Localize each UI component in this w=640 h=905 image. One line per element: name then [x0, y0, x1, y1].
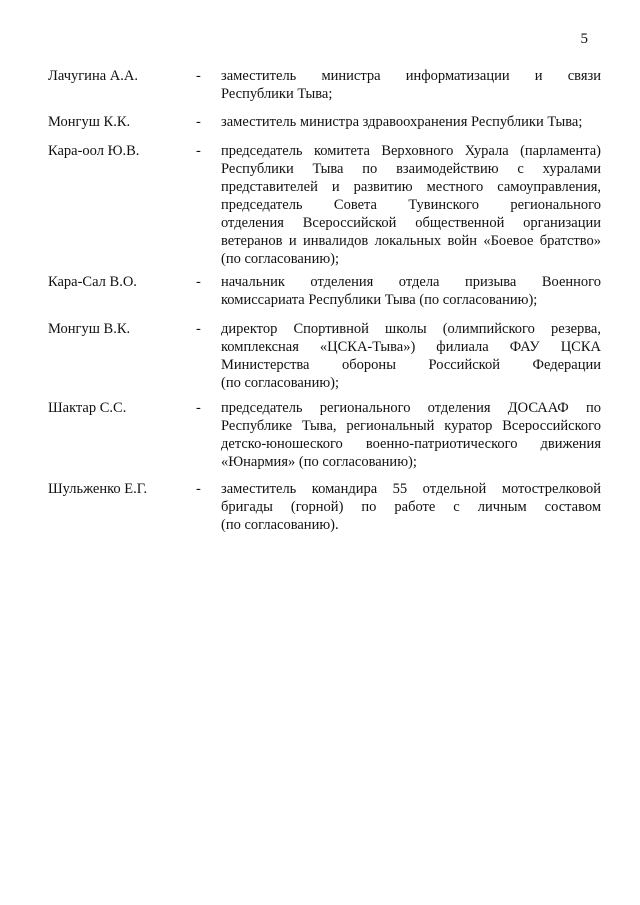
member-position — [221, 273, 601, 309]
position-line: заместитель министра здравоохранения Республики Тыва; — [221, 114, 583, 130]
position-line: Республики Тыва по взаимодействию с хуралами — [221, 161, 601, 177]
dash-separator: - — [196, 143, 201, 159]
member-position — [221, 67, 601, 103]
dash-separator: - — [196, 321, 201, 337]
position-line: заместитель министра информатизации и связи — [221, 68, 601, 84]
member-position — [221, 480, 601, 534]
dash-separator: - — [196, 68, 201, 84]
member-name: Кара-Сал В.О. — [48, 274, 137, 290]
dash-separator: - — [196, 274, 201, 290]
position-line: (по согласованию). — [221, 517, 339, 533]
position-line: директор Спортивной школы (олимпийского резерва, — [221, 321, 601, 337]
position-line: комплексная «ЦСКА-Тыва») филиала ФАУ ЦСКА — [221, 339, 601, 355]
member-position — [221, 113, 601, 131]
position-line: детско-юношеского военно-патриотического движения — [221, 436, 601, 452]
member-position — [221, 399, 601, 471]
member-position — [221, 320, 601, 392]
dash-separator: - — [196, 400, 201, 416]
position-line: Республике Тыва, региональный куратор Всероссийского — [221, 418, 601, 434]
position-line: председатель комитета Верховного Хурала (парламента) — [221, 143, 601, 159]
member-name: Кара-оол Ю.В. — [48, 143, 140, 159]
member-name: Шульженко Е.Г. — [48, 481, 148, 497]
position-line: (по согласованию); — [221, 375, 340, 391]
position-line: председатель регионального отделения ДОСААФ по — [221, 400, 601, 416]
member-name: Лачугина А.А. — [48, 68, 138, 84]
position-line: бригады (горной) по работе с личным составом — [221, 499, 601, 515]
position-line: комиссариата Республики Тыва (по согласованию); — [221, 292, 538, 308]
dash-separator: - — [196, 481, 201, 497]
position-line: Министерства обороны Российской Федерации — [221, 357, 601, 373]
page-number: 5 — [580, 31, 588, 47]
position-line: отделения Всероссийской общественной организации — [221, 215, 601, 231]
position-line: заместитель командира 55 отдельной мотострелковой — [221, 481, 601, 497]
member-name: Монгуш В.К. — [48, 321, 131, 337]
member-position — [221, 142, 601, 268]
position-line: «Юнармия» (по согласованию); — [221, 454, 417, 470]
position-line: ветеранов и инвалидов локальных войн «Боевое братство» — [221, 233, 601, 249]
member-name: Монгуш К.К. — [48, 114, 131, 130]
member-name: Шактар С.С. — [48, 400, 127, 416]
position-line: начальник отделения отдела призыва Военного — [221, 274, 601, 290]
position-line: Республики Тыва; — [221, 86, 333, 102]
position-line: председатель Совета Тувинского регионального — [221, 197, 601, 213]
dash-separator: - — [196, 114, 201, 130]
position-line: представителей и развитию местного самоуправления, — [221, 179, 601, 195]
position-line: (по согласованию); — [221, 251, 340, 267]
